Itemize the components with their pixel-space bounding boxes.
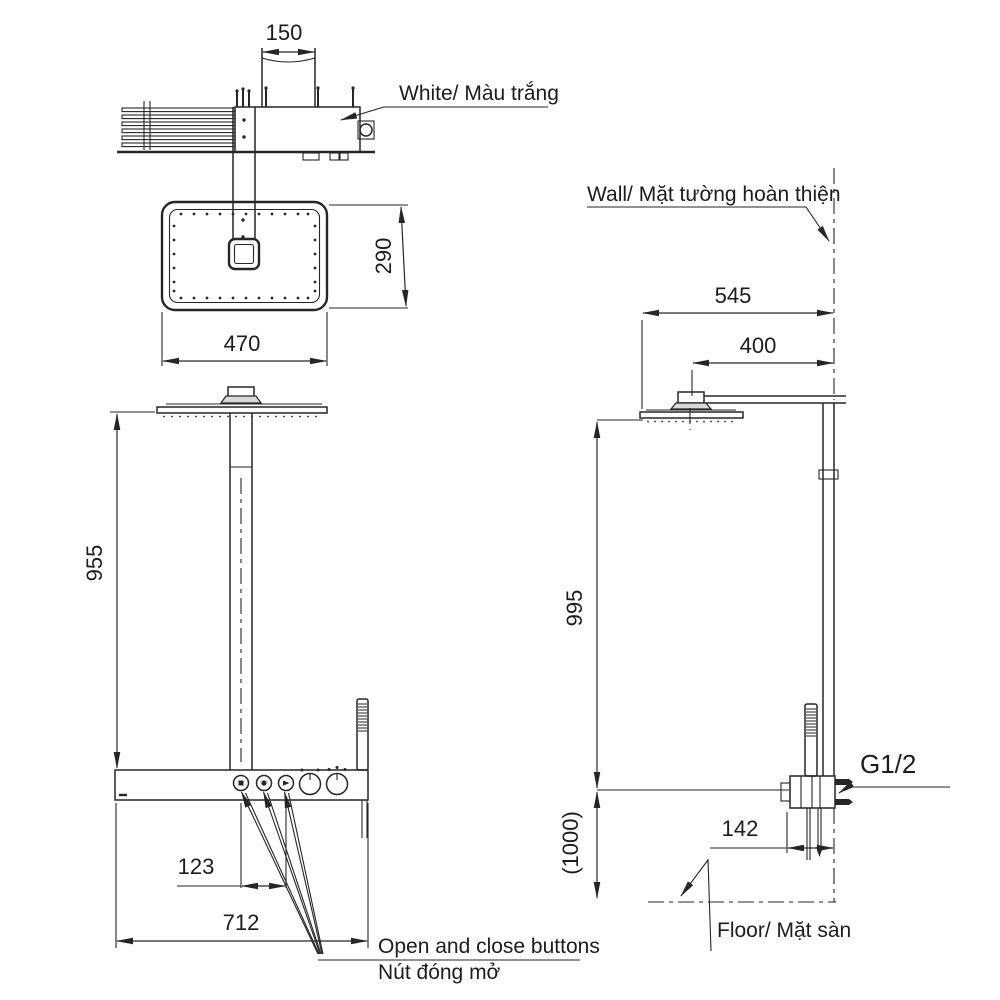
head-connector-outer xyxy=(229,239,259,269)
dim-995: 995 xyxy=(562,589,587,627)
floor-label: Floor/ Mặt sàn xyxy=(717,919,852,942)
wall-label-leader xyxy=(587,207,829,241)
dim-1000: (1000) xyxy=(558,811,583,875)
open-close-buttons xyxy=(234,776,294,791)
dim-400: 400 xyxy=(739,333,777,358)
white-label-leader xyxy=(341,107,548,120)
dim-line-290 xyxy=(401,207,406,306)
dim-150: 150 xyxy=(265,20,303,45)
floor-label-leader-arrow xyxy=(681,860,708,896)
side-connector xyxy=(678,392,704,403)
front-connector-base xyxy=(221,396,261,403)
front-hand-shower xyxy=(357,699,368,770)
thread-label-leader xyxy=(839,787,950,793)
head-outline xyxy=(162,202,327,310)
white-finish-label: White/ Màu trắng xyxy=(399,82,559,105)
dim-290: 290 xyxy=(371,237,396,275)
pipe-union xyxy=(819,470,838,479)
side-hand-shower xyxy=(805,704,817,776)
head-nozzle-dots xyxy=(173,213,317,300)
plan-supply-pipe xyxy=(262,48,315,107)
plan-groove-lines xyxy=(122,101,235,150)
plan-pins xyxy=(235,86,354,107)
dim-ext-290 xyxy=(329,205,408,308)
front-view xyxy=(82,387,600,984)
plan-view-control-bar xyxy=(117,20,559,240)
open-close-label-vi: Nút đóng mở xyxy=(378,961,501,984)
side-head-plate xyxy=(640,412,743,418)
plan-view-shower-head xyxy=(162,202,408,366)
plan-bar-tabs xyxy=(303,153,348,160)
dim-ext-123 xyxy=(241,803,286,888)
side-wall-pipe xyxy=(823,403,834,776)
dim-955: 955 xyxy=(82,544,107,582)
thread-size-label: G1/2 xyxy=(860,749,917,779)
dim-470: 470 xyxy=(223,331,261,356)
side-arm xyxy=(704,396,846,403)
side-connector-base xyxy=(671,403,711,409)
dim-142: 142 xyxy=(721,816,759,841)
plan-bar-body xyxy=(235,107,360,152)
front-head-plate xyxy=(157,407,327,413)
head-inner-line xyxy=(170,210,320,303)
front-plate-nozzles xyxy=(163,416,317,418)
floor-label-leader-stem xyxy=(708,859,711,951)
side-view xyxy=(558,168,950,951)
head-connector-inner xyxy=(235,245,254,264)
dim-545: 545 xyxy=(714,283,752,308)
front-hose-lines xyxy=(362,800,367,838)
dim-712: 712 xyxy=(222,910,260,935)
open-close-label-en: Open and close buttons xyxy=(378,935,600,958)
wall-label: Wall/ Mặt tường hoàn thiện xyxy=(587,183,841,206)
dim-123: 123 xyxy=(177,854,215,879)
